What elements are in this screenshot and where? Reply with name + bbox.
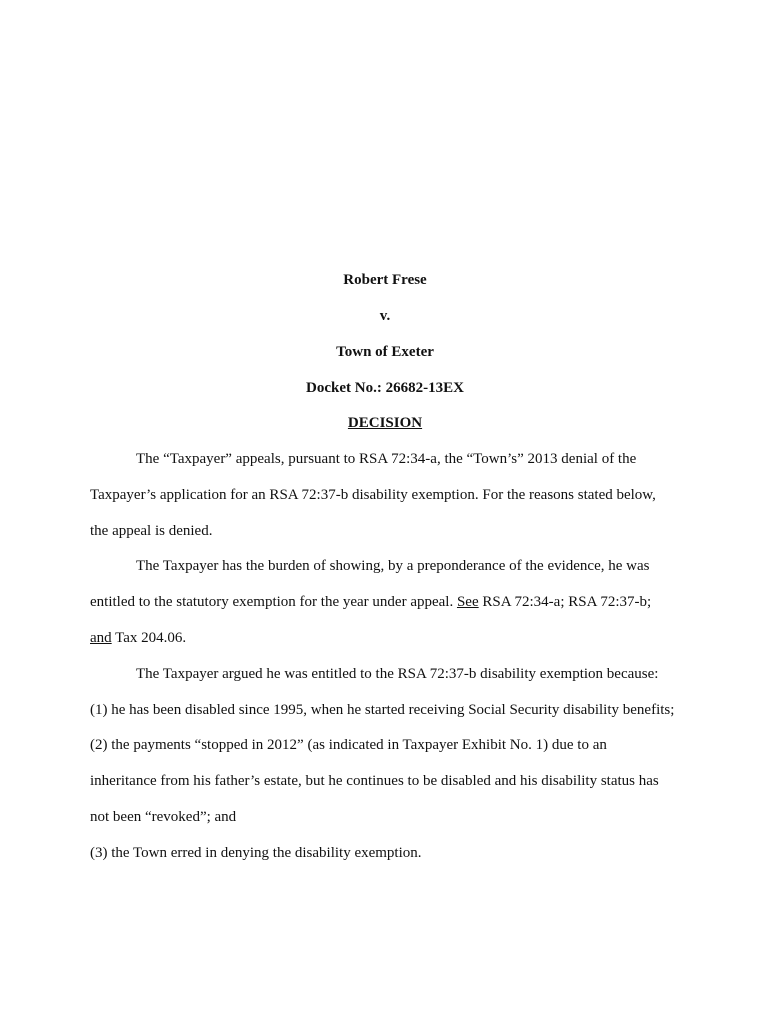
paragraph-2-line-1: The Taxpayer has the burden of showing, by a preponderance of the evidence, he was <box>136 558 650 574</box>
paragraph-1-line-1: The “Taxpayer” appeals, pursuant to RSA 72:34-a, the “Town’s” 2013 denial of the <box>136 451 637 467</box>
paragraph-3-line-1: The Taxpayer argued he was entitled to the RSA 72:37-b disability exemption because: <box>136 666 659 682</box>
paragraph-2-line-2-end: RSA 72:34-a; RSA 72:37-b; <box>478 594 652 610</box>
argument-item-2-line-2: inheritance from his father’s estate, but he continues to be disabled and his disability status has <box>90 773 659 789</box>
argument-item-2-line-1: (2) the payments “stopped in 2012” (as indicated in Taxpayer Exhibit No. 1) due to an <box>90 737 607 753</box>
argument-item-2-line-3: not been “revoked”; and <box>90 809 237 825</box>
docket-number: Docket No.: 26682-13EX <box>306 380 464 396</box>
see-signal: See <box>456 594 479 610</box>
argument-item-3: (3) the Town erred in denying the disability exemption. <box>90 845 422 861</box>
decision-heading-text: DECISION <box>347 415 423 431</box>
paragraph-1-line-2: Taxpayer’s application for an RSA 72:37-b disability exemption. For the reasons stated below, <box>90 487 656 503</box>
paragraph-2-line-3 <box>90 629 186 647</box>
decision-heading <box>0 414 770 432</box>
and-signal: and <box>90 630 112 646</box>
petitioner-name: Robert Frese <box>343 272 427 288</box>
respondent-name: Town of Exeter <box>336 344 434 360</box>
paragraph-1-line-3: the appeal is denied. <box>90 523 213 539</box>
paragraph-2-line-3-end: Tax 204.06. <box>111 630 187 646</box>
paragraph-2-line-2-start: entitled to the statutory exemption for the year under appeal. <box>90 594 457 610</box>
paragraph-2-line-2 <box>90 593 651 611</box>
argument-item-1: (1) he has been disabled since 1995, when he started receiving Social Security disability benefits; <box>90 702 675 718</box>
versus-label: v. <box>379 308 391 324</box>
